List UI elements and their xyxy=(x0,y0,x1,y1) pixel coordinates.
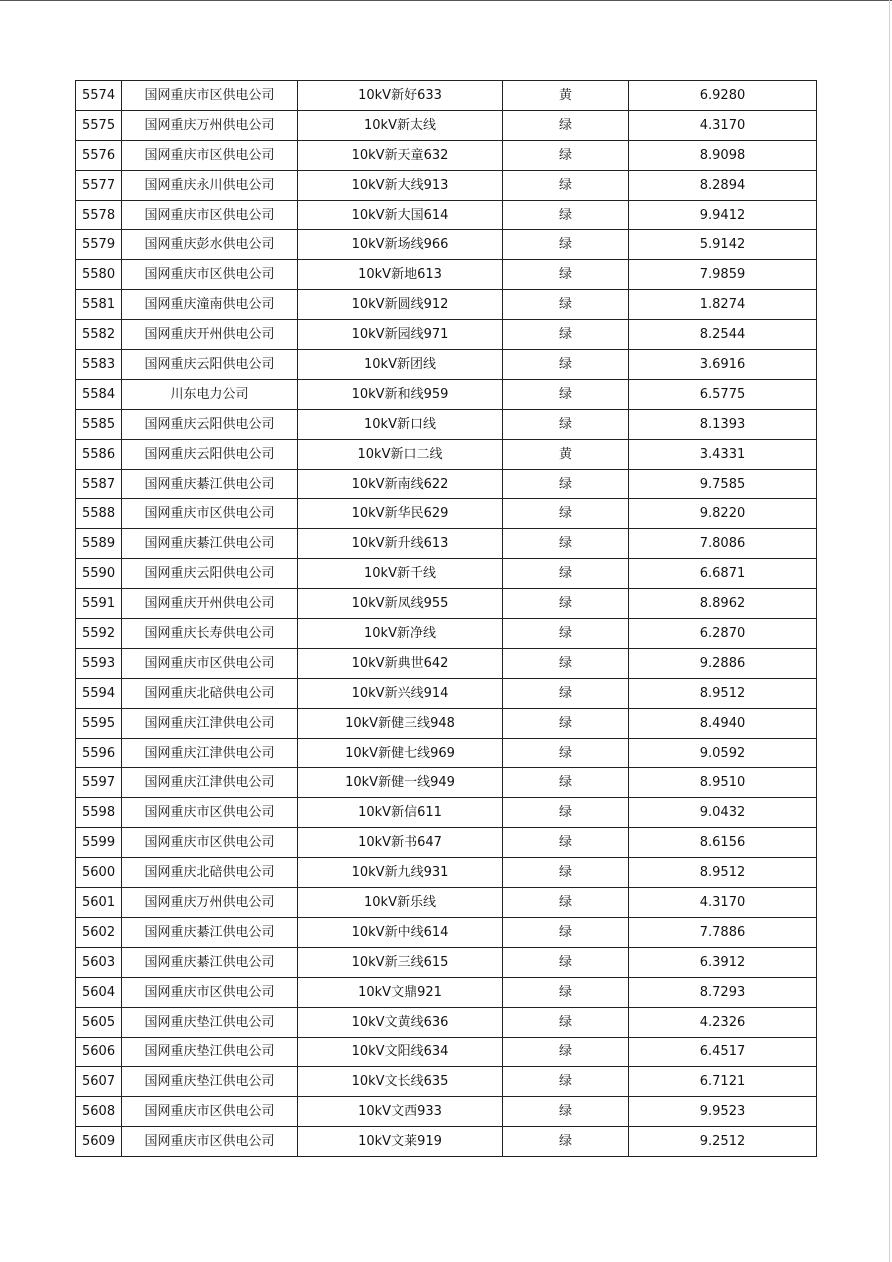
cell-line-name: 10kV新中线614 xyxy=(298,917,503,947)
table-row xyxy=(76,469,817,499)
cell-value: 5.9142 xyxy=(629,230,817,260)
cell-serial-number: 5582 xyxy=(76,320,122,350)
table-row xyxy=(76,350,817,380)
cell-value: 4.3170 xyxy=(629,888,817,918)
table-row xyxy=(76,290,817,320)
table-row xyxy=(76,708,817,738)
cell-level: 绿 xyxy=(503,977,629,1007)
cell-company: 川东电力公司 xyxy=(122,379,298,409)
cell-line-name: 10kV新乐线 xyxy=(298,888,503,918)
table-row xyxy=(76,529,817,559)
cell-level: 绿 xyxy=(503,1127,629,1157)
cell-value: 9.0592 xyxy=(629,738,817,768)
table-row xyxy=(76,648,817,678)
cell-line-name: 10kV新健七线969 xyxy=(298,738,503,768)
cell-level: 绿 xyxy=(503,858,629,888)
cell-value: 8.9098 xyxy=(629,140,817,170)
cell-company: 国网重庆潼南供电公司 xyxy=(122,290,298,320)
cell-level: 黄 xyxy=(503,81,629,111)
cell-value: 8.9512 xyxy=(629,858,817,888)
cell-line-name: 10kV新口线 xyxy=(298,409,503,439)
cell-line-name: 10kV新华民629 xyxy=(298,499,503,529)
cell-company: 国网重庆市区供电公司 xyxy=(122,200,298,230)
cell-serial-number: 5609 xyxy=(76,1127,122,1157)
table-row xyxy=(76,888,817,918)
cell-serial-number: 5589 xyxy=(76,529,122,559)
cell-line-name: 10kV新地613 xyxy=(298,260,503,290)
cell-serial-number: 5577 xyxy=(76,170,122,200)
cell-company: 国网重庆万州供电公司 xyxy=(122,110,298,140)
page-right-edge xyxy=(889,0,890,1262)
cell-company: 国网重庆綦江供电公司 xyxy=(122,917,298,947)
cell-line-name: 10kV新千线 xyxy=(298,559,503,589)
cell-line-name: 10kV新太线 xyxy=(298,110,503,140)
cell-company: 国网重庆云阳供电公司 xyxy=(122,409,298,439)
cell-serial-number: 5579 xyxy=(76,230,122,260)
cell-line-name: 10kV新口二线 xyxy=(298,439,503,469)
cell-company: 国网重庆江津供电公司 xyxy=(122,768,298,798)
cell-serial-number: 5576 xyxy=(76,140,122,170)
cell-company: 国网重庆江津供电公司 xyxy=(122,708,298,738)
cell-level: 绿 xyxy=(503,619,629,649)
cell-company: 国网重庆江津供电公司 xyxy=(122,738,298,768)
cell-line-name: 10kV新和线959 xyxy=(298,379,503,409)
cell-company: 国网重庆彭水供电公司 xyxy=(122,230,298,260)
cell-line-name: 10kV新圆线912 xyxy=(298,290,503,320)
cell-serial-number: 5605 xyxy=(76,1007,122,1037)
cell-value: 7.7886 xyxy=(629,917,817,947)
cell-serial-number: 5599 xyxy=(76,828,122,858)
cell-company: 国网重庆开州供电公司 xyxy=(122,320,298,350)
cell-serial-number: 5597 xyxy=(76,768,122,798)
table-row xyxy=(76,917,817,947)
cell-serial-number: 5583 xyxy=(76,350,122,380)
cell-line-name: 10kV新健一线949 xyxy=(298,768,503,798)
cell-line-name: 10kV新园线971 xyxy=(298,320,503,350)
table-row xyxy=(76,977,817,1007)
cell-company: 国网重庆市区供电公司 xyxy=(122,499,298,529)
cell-value: 6.7121 xyxy=(629,1067,817,1097)
cell-level: 绿 xyxy=(503,678,629,708)
table-row xyxy=(76,1127,817,1157)
cell-company: 国网重庆市区供电公司 xyxy=(122,1127,298,1157)
cell-level: 绿 xyxy=(503,230,629,260)
cell-serial-number: 5575 xyxy=(76,110,122,140)
cell-value: 4.3170 xyxy=(629,110,817,140)
cell-serial-number: 5585 xyxy=(76,409,122,439)
cell-line-name: 10kV新健三线948 xyxy=(298,708,503,738)
cell-level: 绿 xyxy=(503,379,629,409)
cell-serial-number: 5604 xyxy=(76,977,122,1007)
cell-line-name: 10kV新书647 xyxy=(298,828,503,858)
cell-serial-number: 5592 xyxy=(76,619,122,649)
cell-serial-number: 5596 xyxy=(76,738,122,768)
cell-value: 1.8274 xyxy=(629,290,817,320)
cell-line-name: 10kV新大国614 xyxy=(298,200,503,230)
cell-level: 绿 xyxy=(503,140,629,170)
cell-level: 绿 xyxy=(503,738,629,768)
cell-value: 8.1393 xyxy=(629,409,817,439)
table-row xyxy=(76,1037,817,1067)
table-row xyxy=(76,200,817,230)
cell-company: 国网重庆垫江供电公司 xyxy=(122,1037,298,1067)
table-row xyxy=(76,110,817,140)
cell-level: 绿 xyxy=(503,798,629,828)
cell-company: 国网重庆云阳供电公司 xyxy=(122,559,298,589)
table-row xyxy=(76,1067,817,1097)
cell-company: 国网重庆北碚供电公司 xyxy=(122,678,298,708)
cell-serial-number: 5593 xyxy=(76,648,122,678)
cell-value: 6.3912 xyxy=(629,947,817,977)
cell-line-name: 10kV新信611 xyxy=(298,798,503,828)
cell-serial-number: 5600 xyxy=(76,858,122,888)
table-row xyxy=(76,589,817,619)
cell-line-name: 10kV新三线615 xyxy=(298,947,503,977)
cell-company: 国网重庆云阳供电公司 xyxy=(122,350,298,380)
cell-value: 6.9280 xyxy=(629,81,817,111)
cell-company: 国网重庆北碚供电公司 xyxy=(122,858,298,888)
cell-value: 9.9523 xyxy=(629,1097,817,1127)
cell-value: 4.2326 xyxy=(629,1007,817,1037)
cell-line-name: 10kV文莱919 xyxy=(298,1127,503,1157)
cell-value: 8.2544 xyxy=(629,320,817,350)
cell-level: 绿 xyxy=(503,1097,629,1127)
cell-value: 8.9512 xyxy=(629,678,817,708)
cell-company: 国网重庆市区供电公司 xyxy=(122,648,298,678)
cell-level: 绿 xyxy=(503,529,629,559)
table-row xyxy=(76,798,817,828)
cell-company: 国网重庆市区供电公司 xyxy=(122,977,298,1007)
table-row xyxy=(76,619,817,649)
cell-company: 国网重庆市区供电公司 xyxy=(122,260,298,290)
cell-level: 绿 xyxy=(503,1007,629,1037)
table-row xyxy=(76,170,817,200)
cell-level: 绿 xyxy=(503,260,629,290)
cell-line-name: 10kV文阳线634 xyxy=(298,1037,503,1067)
cell-value: 9.7585 xyxy=(629,469,817,499)
table-row xyxy=(76,140,817,170)
cell-serial-number: 5606 xyxy=(76,1037,122,1067)
page-top-rule xyxy=(0,0,892,1)
cell-level: 绿 xyxy=(503,110,629,140)
table-row xyxy=(76,379,817,409)
cell-serial-number: 5578 xyxy=(76,200,122,230)
cell-value: 8.4940 xyxy=(629,708,817,738)
cell-level: 绿 xyxy=(503,290,629,320)
table-row xyxy=(76,260,817,290)
cell-value: 8.7293 xyxy=(629,977,817,1007)
cell-serial-number: 5608 xyxy=(76,1097,122,1127)
cell-company: 国网重庆綦江供电公司 xyxy=(122,469,298,499)
cell-level: 绿 xyxy=(503,1067,629,1097)
cell-company: 国网重庆永川供电公司 xyxy=(122,170,298,200)
table-row xyxy=(76,738,817,768)
cell-company: 国网重庆市区供电公司 xyxy=(122,1097,298,1127)
cell-serial-number: 5584 xyxy=(76,379,122,409)
cell-line-name: 10kV文鼎921 xyxy=(298,977,503,1007)
cell-company: 国网重庆市区供电公司 xyxy=(122,828,298,858)
cell-level: 绿 xyxy=(503,708,629,738)
cell-line-name: 10kV新南线622 xyxy=(298,469,503,499)
table-row xyxy=(76,439,817,469)
table-body xyxy=(76,81,817,1157)
cell-level: 绿 xyxy=(503,170,629,200)
cell-level: 绿 xyxy=(503,648,629,678)
cell-serial-number: 5588 xyxy=(76,499,122,529)
cell-value: 9.8220 xyxy=(629,499,817,529)
cell-value: 8.2894 xyxy=(629,170,817,200)
cell-line-name: 10kV文黄线636 xyxy=(298,1007,503,1037)
cell-company: 国网重庆市区供电公司 xyxy=(122,798,298,828)
cell-line-name: 10kV文西933 xyxy=(298,1097,503,1127)
cell-company: 国网重庆垫江供电公司 xyxy=(122,1067,298,1097)
table-row xyxy=(76,499,817,529)
cell-value: 8.6156 xyxy=(629,828,817,858)
cell-value: 6.5775 xyxy=(629,379,817,409)
cell-company: 国网重庆綦江供电公司 xyxy=(122,529,298,559)
table-row xyxy=(76,409,817,439)
cell-line-name: 10kV新好633 xyxy=(298,81,503,111)
cell-value: 8.8962 xyxy=(629,589,817,619)
cell-serial-number: 5595 xyxy=(76,708,122,738)
cell-value: 3.4331 xyxy=(629,439,817,469)
table-row xyxy=(76,559,817,589)
cell-company: 国网重庆云阳供电公司 xyxy=(122,439,298,469)
table-row xyxy=(76,1007,817,1037)
cell-serial-number: 5591 xyxy=(76,589,122,619)
cell-serial-number: 5602 xyxy=(76,917,122,947)
table-row xyxy=(76,768,817,798)
cell-value: 6.2870 xyxy=(629,619,817,649)
table-row xyxy=(76,81,817,111)
cell-line-name: 10kV新大线913 xyxy=(298,170,503,200)
cell-company: 国网重庆垫江供电公司 xyxy=(122,1007,298,1037)
cell-level: 绿 xyxy=(503,888,629,918)
cell-line-name: 10kV新典世642 xyxy=(298,648,503,678)
cell-line-name: 10kV新天童632 xyxy=(298,140,503,170)
table-row xyxy=(76,858,817,888)
table-row xyxy=(76,947,817,977)
cell-serial-number: 5580 xyxy=(76,260,122,290)
data-table xyxy=(75,80,817,1157)
cell-line-name: 10kV文长线635 xyxy=(298,1067,503,1097)
cell-level: 绿 xyxy=(503,350,629,380)
table-row xyxy=(76,1097,817,1127)
cell-level: 黄 xyxy=(503,439,629,469)
cell-serial-number: 5607 xyxy=(76,1067,122,1097)
cell-value: 6.6871 xyxy=(629,559,817,589)
cell-level: 绿 xyxy=(503,409,629,439)
cell-value: 9.0432 xyxy=(629,798,817,828)
cell-level: 绿 xyxy=(503,947,629,977)
cell-company: 国网重庆市区供电公司 xyxy=(122,81,298,111)
cell-value: 6.4517 xyxy=(629,1037,817,1067)
cell-serial-number: 5594 xyxy=(76,678,122,708)
table-row xyxy=(76,828,817,858)
cell-serial-number: 5601 xyxy=(76,888,122,918)
cell-company: 国网重庆开州供电公司 xyxy=(122,589,298,619)
cell-line-name: 10kV新场线966 xyxy=(298,230,503,260)
table-row xyxy=(76,320,817,350)
cell-level: 绿 xyxy=(503,768,629,798)
cell-value: 9.9412 xyxy=(629,200,817,230)
cell-serial-number: 5581 xyxy=(76,290,122,320)
cell-serial-number: 5603 xyxy=(76,947,122,977)
cell-value: 9.2512 xyxy=(629,1127,817,1157)
cell-line-name: 10kV新凤线955 xyxy=(298,589,503,619)
cell-serial-number: 5598 xyxy=(76,798,122,828)
cell-value: 7.8086 xyxy=(629,529,817,559)
cell-level: 绿 xyxy=(503,1037,629,1067)
cell-company: 国网重庆万州供电公司 xyxy=(122,888,298,918)
table-row xyxy=(76,230,817,260)
cell-level: 绿 xyxy=(503,559,629,589)
cell-level: 绿 xyxy=(503,320,629,350)
cell-company: 国网重庆綦江供电公司 xyxy=(122,947,298,977)
cell-line-name: 10kV新净线 xyxy=(298,619,503,649)
cell-line-name: 10kV新兴线914 xyxy=(298,678,503,708)
cell-serial-number: 5590 xyxy=(76,559,122,589)
cell-level: 绿 xyxy=(503,917,629,947)
cell-serial-number: 5587 xyxy=(76,469,122,499)
cell-level: 绿 xyxy=(503,499,629,529)
cell-serial-number: 5586 xyxy=(76,439,122,469)
cell-value: 8.9510 xyxy=(629,768,817,798)
cell-company: 国网重庆市区供电公司 xyxy=(122,140,298,170)
cell-level: 绿 xyxy=(503,828,629,858)
cell-line-name: 10kV新团线 xyxy=(298,350,503,380)
cell-serial-number: 5574 xyxy=(76,81,122,111)
cell-value: 3.6916 xyxy=(629,350,817,380)
cell-value: 9.2886 xyxy=(629,648,817,678)
table-row xyxy=(76,678,817,708)
cell-company: 国网重庆长寿供电公司 xyxy=(122,619,298,649)
cell-line-name: 10kV新九线931 xyxy=(298,858,503,888)
cell-level: 绿 xyxy=(503,589,629,619)
cell-level: 绿 xyxy=(503,200,629,230)
cell-line-name: 10kV新升线613 xyxy=(298,529,503,559)
cell-value: 7.9859 xyxy=(629,260,817,290)
cell-level: 绿 xyxy=(503,469,629,499)
